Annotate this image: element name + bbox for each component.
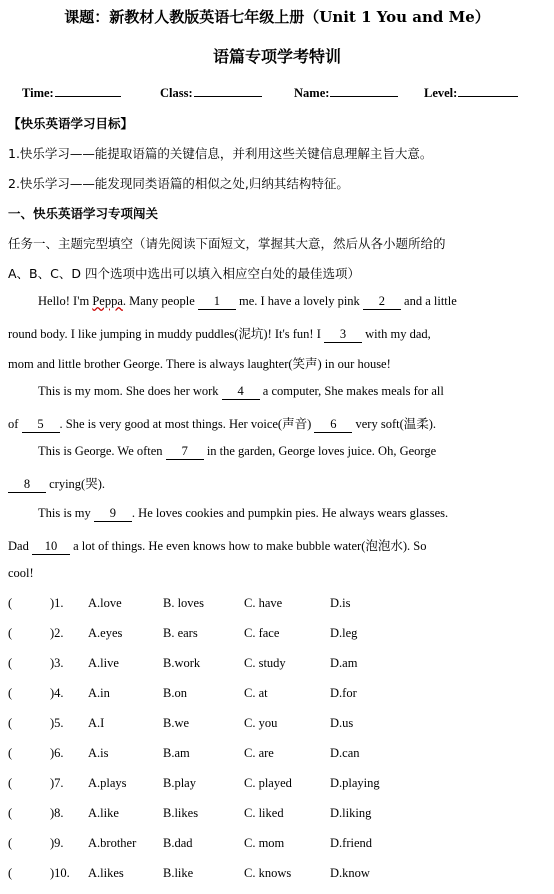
option-d[interactable]: D.liking [330,806,372,820]
answer-paren: ( [8,776,13,790]
option-c[interactable]: C. face [244,626,280,640]
name-label: Name: [294,86,330,100]
option-b[interactable]: B. loves [163,596,204,610]
time-field [22,84,121,101]
goals-heading: 【快乐英语学习目标】 [8,116,134,131]
question-row [8,746,408,762]
question-row [8,866,408,882]
option-c[interactable]: C. you [244,716,278,730]
option-a[interactable]: A.plays [88,776,127,790]
page-subtitle: 语篇专项学考特训 [212,47,341,66]
question-number: )6. [50,746,64,760]
question-number: )10. [50,866,70,880]
option-a[interactable]: A.in [88,686,110,700]
option-d[interactable]: D.is [330,596,351,610]
class-label: Class: [160,86,193,100]
passage-text: of [8,417,19,431]
passage-text: with my dad, [365,327,431,341]
option-b[interactable]: B.we [163,716,190,730]
section-heading: 一、快乐英语学习专项闯关 [8,206,159,221]
answer-paren: ( [8,806,13,820]
option-b[interactable]: B.likes [163,806,199,820]
passage-text: cool! [8,566,34,580]
option-d[interactable]: D.can [330,746,360,760]
blank-8[interactable]: 8 [8,477,46,493]
option-d[interactable]: D.leg [330,626,358,640]
option-b[interactable]: B.like [163,866,194,880]
name-blank [330,84,398,97]
passage-text: . He loves cookies and pumpkin pies. He always wears glasses. [131,506,449,520]
question-number: )9. [50,836,64,850]
option-a[interactable]: A.live [88,656,119,670]
passage-text: . Many people [122,294,195,308]
option-b[interactable]: B.on [163,686,187,700]
option-b[interactable]: B.work [163,656,201,670]
option-a[interactable]: A.love [88,596,122,610]
passage-text: me. I have a lovely pink [239,294,360,308]
option-b[interactable]: B.dad [163,836,193,850]
option-b[interactable]: B. ears [163,626,198,640]
passage-line [8,474,546,493]
passage-line [38,384,554,400]
option-a[interactable]: A.I [88,716,105,730]
option-a[interactable]: A.is [88,746,109,760]
option-b[interactable]: B.am [163,746,190,760]
passage-name: Peppa [92,294,123,308]
blank-1[interactable]: 1 [198,294,236,310]
time-blank [55,84,121,97]
option-d[interactable]: D.for [330,686,357,700]
page-title: 课题：新教材人教版英语七年级上册（Unit 1 You and Me） [64,8,490,26]
passage-line [38,444,554,460]
passage-line [38,294,554,310]
option-a[interactable]: A.eyes [88,626,123,640]
passage-line [8,324,546,343]
option-d[interactable]: D.know [330,866,370,880]
passage-text: This is George. We often [38,444,163,458]
question-row [8,656,408,672]
level-blank [458,84,518,97]
passage-line [8,414,546,433]
task-instruction-line-1: 任务一、主题完型填空（请先阅读下面短文，掌握其大意，然后从各小题所给的 [8,236,446,251]
option-d[interactable]: D.playing [330,776,380,790]
option-b[interactable]: B.play [163,776,196,790]
option-a[interactable]: A.likes [88,866,124,880]
option-c[interactable]: C. at [244,686,268,700]
option-c[interactable]: C. liked [244,806,284,820]
passage-text: and a little [404,294,457,308]
question-row [8,836,408,852]
question-row [8,596,408,612]
answer-paren: ( [8,836,13,850]
passage-text: Hello! I'm [38,294,90,308]
task-instruction-line-2: A、B、C、D 四个选项中选出可以填入相应空白处的最佳选项） [8,266,360,281]
question-number: )2. [50,626,64,640]
question-number: )3. [50,656,64,670]
option-a[interactable]: A.brother [88,836,137,850]
passage-text: Dad [8,539,29,553]
question-number: )5. [50,716,64,730]
question-number: )7. [50,776,64,790]
question-row [8,776,408,792]
passage-text: round body. I like jumping in muddy puddles(泥坑)! It's fun! I [8,327,321,341]
option-a[interactable]: A.like [88,806,119,820]
question-row [8,626,408,642]
passage-text: a computer, She makes meals for all [262,384,444,398]
class-field [160,84,262,101]
passage-line [8,566,546,581]
name-field [294,84,398,101]
passage-line [8,536,546,555]
goal-item-2: 2.快乐学习——能发现同类语篇的相似之处,归纳其结构特征。 [8,176,349,191]
blank-9[interactable]: 9 [94,506,132,522]
question-number: )4. [50,686,64,700]
blank-3[interactable]: 3 [324,327,362,343]
level-field [424,84,518,101]
passage-text: crying(哭). [49,477,106,491]
time-label: Time: [22,86,54,100]
question-number: )1. [50,596,64,610]
option-c[interactable]: C. mom [244,836,285,850]
question-row [8,716,408,732]
passage-text: a lot of things. He even knows how to make bubble water(泡泡水). So [73,539,427,553]
level-label: Level: [424,86,458,100]
answer-paren: ( [8,626,13,640]
answer-paren: ( [8,656,13,670]
option-d[interactable]: D.us [330,716,354,730]
option-c[interactable]: C. have [244,596,283,610]
answer-paren: ( [8,596,13,610]
passage-line [38,506,554,522]
class-blank [194,84,262,97]
option-c[interactable]: C. are [244,746,274,760]
question-number: )8. [50,806,64,820]
blank-2[interactable]: 2 [363,294,401,310]
option-c[interactable]: C. knows [244,866,292,880]
blank-4[interactable]: 4 [222,384,260,400]
passage-text: This is my mom. She does her work [38,384,219,398]
answer-paren: ( [8,746,13,760]
option-d[interactable]: D.am [330,656,358,670]
passage-text: very soft(温柔). [355,417,437,431]
option-d[interactable]: D.friend [330,836,372,850]
goal-item-1: 1.快乐学习——能提取语篇的关键信息，并利用这些关键信息理解主旨大意。 [8,146,433,161]
passage-text: mom and little brother George. There is always laughter(笑声) in our house! [8,357,391,371]
option-c[interactable]: C. played [244,776,292,790]
blank-5[interactable]: 5 [22,417,60,433]
answer-paren: ( [8,716,13,730]
question-row [8,686,408,702]
blank-6[interactable]: 6 [314,417,352,433]
answer-paren: ( [8,866,13,880]
passage-line [8,354,546,372]
passage-text: This is my [38,506,91,520]
passage-text: . She is very good at most things. Her voice(声音) [59,417,312,431]
option-c[interactable]: C. study [244,656,286,670]
passage-text: in the garden, George loves juice. Oh, George [206,444,437,458]
blank-7[interactable]: 7 [166,444,204,460]
blank-10[interactable]: 10 [32,539,70,555]
answer-paren: ( [8,686,13,700]
question-row [8,806,408,822]
